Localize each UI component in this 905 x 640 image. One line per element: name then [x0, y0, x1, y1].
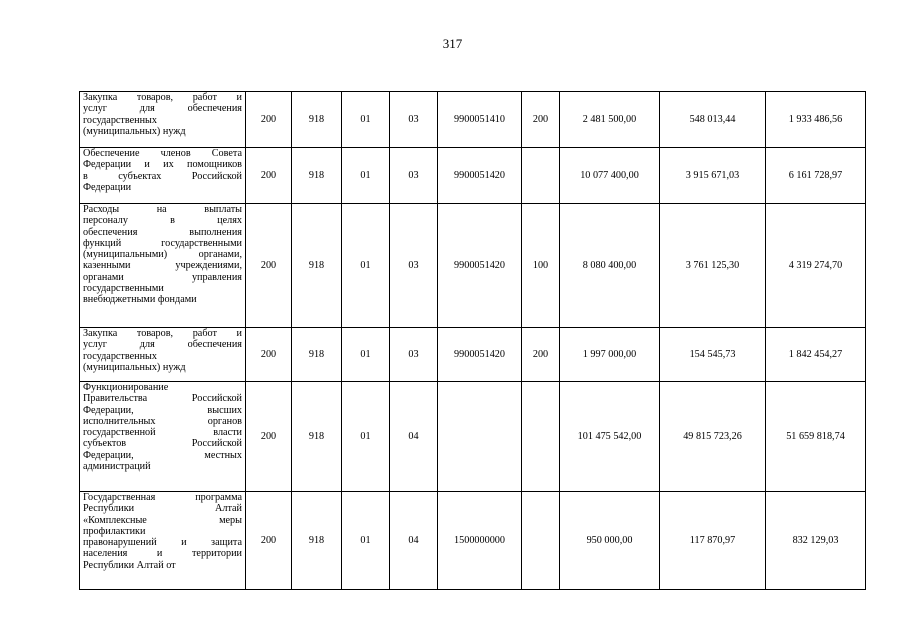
row-name-line: государственными — [83, 283, 164, 295]
cell-subsection: 03 — [390, 204, 438, 328]
row-name-line: населения и территории — [83, 548, 242, 560]
row-name-line: Правительства Российской — [83, 393, 242, 405]
row-name-cell — [80, 92, 246, 148]
cell-expense-type: 200 — [522, 328, 560, 382]
row-name-line: услуг для обеспечения — [83, 103, 242, 115]
cell-target: 9900051420 — [438, 328, 522, 382]
cell-subsection: 03 — [390, 328, 438, 382]
cell-executed: 49 815 723,26 — [660, 382, 766, 492]
row-name-line: профилактики — [83, 525, 146, 537]
row-name-cell — [80, 328, 246, 382]
cell-admin: 200 — [246, 382, 292, 492]
cell-expense-type: 100 — [522, 204, 560, 328]
cell-admin: 200 — [246, 92, 292, 148]
table-row — [80, 382, 866, 492]
row-name-line: органами управления — [83, 271, 242, 283]
row-name-line: Федерации, высших — [83, 404, 242, 416]
row-name-cell — [80, 492, 246, 590]
row-name-line: Функционирование — [83, 382, 169, 393]
cell-plan: 101 475 542,00 — [560, 382, 660, 492]
cell-plan: 8 080 400,00 — [560, 204, 660, 328]
cell-remainder: 1 842 454,27 — [766, 328, 866, 382]
cell-section: 01 — [342, 328, 390, 382]
page-number: 317 — [442, 36, 463, 51]
row-name-line: Государственная программа — [83, 492, 242, 503]
cell-executed: 117 870,97 — [660, 492, 766, 590]
cell-section: 01 — [342, 492, 390, 590]
cell-ministry: 918 — [292, 92, 342, 148]
table-row — [80, 492, 866, 590]
cell-target: 9900051420 — [438, 204, 522, 328]
row-name-cell — [80, 382, 246, 492]
cell-admin: 200 — [246, 328, 292, 382]
row-name-line: услуг для обеспечения — [83, 339, 242, 351]
row-name-line: (муниципальных) нужд — [83, 361, 186, 373]
row-name-line: администраций — [83, 461, 151, 473]
row-name-line: исполнительных органов — [83, 415, 242, 427]
row-name-line: государственной власти — [83, 427, 242, 439]
cell-ministry: 918 — [292, 148, 342, 204]
cell-executed: 154 545,73 — [660, 328, 766, 382]
cell-executed: 3 915 671,03 — [660, 148, 766, 204]
cell-ministry: 918 — [292, 382, 342, 492]
row-name-cell — [80, 204, 246, 328]
row-name-line: «Комплексные меры — [83, 514, 242, 526]
row-name-line: правонарушений и защита — [83, 537, 242, 549]
cell-target: 9900051410 — [438, 92, 522, 148]
cell-remainder: 1 933 486,56 — [766, 92, 866, 148]
cell-section: 01 — [342, 92, 390, 148]
cell-plan: 10 077 400,00 — [560, 148, 660, 204]
cell-ministry: 918 — [292, 328, 342, 382]
row-name-line: Обеспечение членов Совета — [83, 148, 242, 159]
row-name-line: внебюджетными фондами — [83, 294, 197, 306]
cell-target: 9900051420 — [438, 148, 522, 204]
cell-subsection: 04 — [390, 492, 438, 590]
row-name-line: Федерации и их помощников — [83, 159, 242, 171]
table-row — [80, 92, 866, 148]
row-name-line: Республики Алтай от — [83, 559, 176, 571]
cell-subsection: 03 — [390, 148, 438, 204]
row-name-line: государственных — [83, 350, 157, 362]
cell-remainder: 6 161 728,97 — [766, 148, 866, 204]
cell-section: 01 — [342, 382, 390, 492]
cell-section: 01 — [342, 148, 390, 204]
cell-remainder: 4 319 274,70 — [766, 204, 866, 328]
table-row — [80, 328, 866, 382]
cell-ministry: 918 — [292, 204, 342, 328]
cell-executed: 548 013,44 — [660, 92, 766, 148]
row-name-line: Закупка товаров, работ и — [83, 92, 242, 103]
cell-ministry: 918 — [292, 492, 342, 590]
cell-expense-type — [522, 492, 560, 590]
row-name-line: Федерации, местных — [83, 449, 242, 461]
row-name-line: персоналу в целях — [83, 215, 242, 227]
cell-remainder: 832 129,03 — [766, 492, 866, 590]
row-name-line: государственных — [83, 114, 157, 126]
cell-expense-type — [522, 148, 560, 204]
row-name-line: казенными учреждениями, — [83, 260, 242, 272]
budget-table — [79, 91, 866, 590]
row-name-line: (муниципальных) нужд — [83, 125, 186, 137]
row-name-line: (муниципальными) органами, — [83, 249, 242, 261]
table-row — [80, 148, 866, 204]
row-name-line: обеспечения выполнения — [83, 226, 242, 238]
row-name-line: субъектов Российской — [83, 438, 242, 450]
row-name-line: функций государственными — [83, 237, 242, 249]
cell-plan: 950 000,00 — [560, 492, 660, 590]
row-name-line: Закупка товаров, работ и — [83, 328, 242, 339]
cell-admin: 200 — [246, 492, 292, 590]
cell-target — [438, 382, 522, 492]
row-name-cell — [80, 148, 246, 204]
cell-subsection: 03 — [390, 92, 438, 148]
row-name-line: Федерации — [83, 181, 132, 193]
row-name-line: Республики Алтай — [83, 503, 242, 515]
table-row — [80, 204, 866, 328]
row-name-line: в субъектах Российской — [83, 170, 242, 182]
cell-expense-type — [522, 382, 560, 492]
cell-subsection: 04 — [390, 382, 438, 492]
cell-executed: 3 761 125,30 — [660, 204, 766, 328]
cell-section: 01 — [342, 204, 390, 328]
cell-plan: 1 997 000,00 — [560, 328, 660, 382]
cell-admin: 200 — [246, 148, 292, 204]
cell-target: 1500000000 — [438, 492, 522, 590]
cell-plan: 2 481 500,00 — [560, 92, 660, 148]
cell-expense-type: 200 — [522, 92, 560, 148]
cell-remainder: 51 659 818,74 — [766, 382, 866, 492]
row-name-line: Расходы на выплаты — [83, 204, 242, 215]
cell-admin: 200 — [246, 204, 292, 328]
